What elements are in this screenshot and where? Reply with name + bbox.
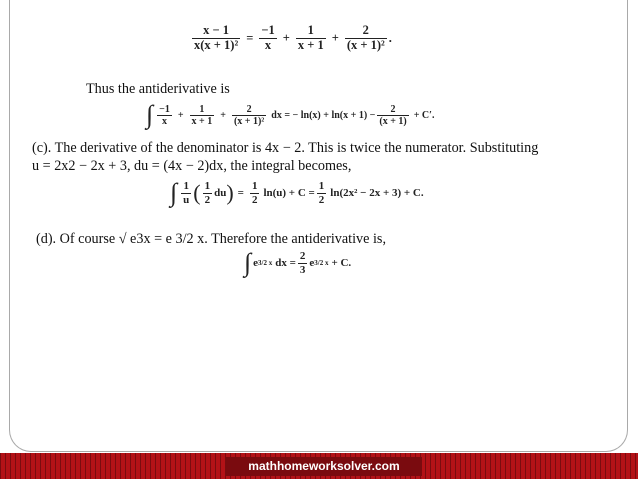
fraction: $\frac{1}{2}$ — [318, 180, 325, 206]
paragraph-antiderivative-intro: Thus the antiderivative is — [86, 81, 230, 97]
fraction: $\frac{2}{3}$ — [299, 250, 306, 276]
equation-antiderivative-b: ∫ $\frac{-1}{x}$ + $\frac{1}{x + 1}$ + $\frac{2}{\text{(x + 1)²}}$ dx = − ln(x) + ln(x + 1) − $\frac{2}{(x + 1)}$ + C′. — [146, 100, 435, 129]
fraction: $\frac{2}{\text{(x + 1)²}}$ — [233, 103, 265, 127]
operator: = — [246, 30, 254, 45]
slide-content — [9, 0, 628, 452]
paragraph-part-c-line1: (c). The derivative of the denominator is 4x − 2. This is twice the numerator. Substituting — [32, 140, 539, 156]
denominator: x(x + 1)² — [194, 37, 239, 52]
fraction: $\frac{-1}{x}$ — [261, 23, 275, 52]
integral-sign: ∫ — [146, 100, 154, 129]
integral-sign: ∫ — [244, 248, 252, 277]
fraction: $\frac{1}{2}$ — [204, 180, 211, 206]
equation-exponential: ∫ e 3/2 x dx = $\frac{2}{3}$ e 3/2 x + C. — [244, 248, 352, 277]
fraction: $\frac{1}{x + 1}$ — [297, 23, 324, 52]
paragraph-part-c-line2: u = 2x2 − 2x + 3, du = (4x − 2)dx, the integral becomes, — [32, 158, 352, 174]
fraction: $\frac{1}{2}$ — [251, 180, 258, 206]
equation-partial-fractions: $\frac{x - 1}{\text{x(x + 1)²}}$ = $\frac{-1}{x}$ + $\frac{1}{x + 1}$ + $\frac{2}{\text{(x + 1)²}}$ . — [194, 23, 392, 52]
fraction: $\frac{-1}{x}$ — [159, 103, 170, 127]
fraction: $\frac{2}{(x + 1)}$ — [379, 103, 407, 127]
integral-sign: ∫ — [170, 178, 178, 207]
footer-website-link[interactable]: mathhomeworksolver.com — [226, 457, 422, 476]
fraction: $\frac{1}{u}$ — [183, 180, 190, 206]
equation-substitution: ∫ $\frac{1}{u}$ ( $\frac{1}{2}$ du ) = $\frac{1}{2}$ ln(u) + C = $\frac{1}{2}$ ln(2x² − 2x + 3) + C. — [170, 178, 424, 207]
numerator: x − 1 — [203, 23, 230, 37]
fraction: $\frac{2}{\text{(x + 1)²}}$ — [346, 23, 385, 52]
fraction — [192, 24, 240, 53]
paragraph-part-d: (d). Of course √ e3x = e 3/2 x. Therefore the antiderivative is, — [36, 231, 386, 247]
fraction: $\frac{1}{x + 1}$ — [191, 103, 213, 127]
footer-bar — [0, 453, 638, 479]
